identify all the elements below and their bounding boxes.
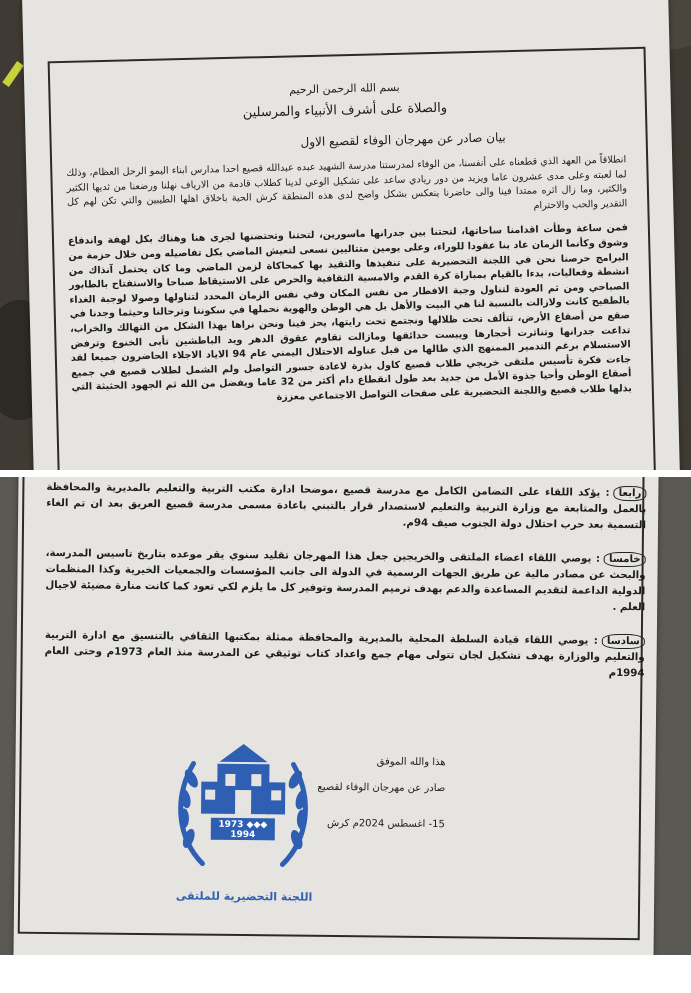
- section-text-sadis: : يوصي اللقاء قيادة السلطة المحلية بالمديرية والمحافظة ممثلة بمكتبها الثقافي بالتنسيق مع ادارة التربية والتعليم والوزارة بهدف تشكيل لجان تتولى مهام جمع واعداد كتاب توثيقي عن المدرسة منذ العام 1973م وحتى العام 1994م: [44, 629, 645, 680]
- logo-banner: 1973 ◆◆◆ 1994: [218, 819, 268, 841]
- bottom-paper: [13, 477, 658, 955]
- closing-line-1: هذا والله الموفق: [376, 756, 446, 769]
- logo-caption: اللجنة التحضيرية للملتقى: [175, 889, 313, 904]
- bottom-photo: [0, 477, 691, 955]
- section-sadis: [44, 628, 644, 682]
- section-label-sadis: سادسا: [602, 634, 645, 649]
- section-label-khamis: خامسا: [604, 552, 646, 567]
- section-khamis: [45, 546, 646, 616]
- section-rabi: [46, 480, 646, 534]
- top-content: [64, 75, 632, 420]
- paragraph-1: انطلاقاً من العهد الذي قطعناه على أنفسنا، من الوفاء لمدرستنا مدرسة الشهيد عبده عبدالله قصيع احدا مدارس ابناء اليمو الرحل العظام، وذلك لما لعبته وعلى مدى عشرون عاما ويزيد من دور ريادي ساعد على تشكيل الوعي لدينا كطلاب قادمة من الارياف نهلنا ورضعنا من ثديها الكثير والكثير، وما زال اثره ممتدا فينا والى حاضرنا ينعكس بشكل واضح لدى هذه المنطقة كرش الحية باخلاق اهلها الطيبين والتي تكن لهم كل التقدير والحب والاحترام: [66, 154, 628, 212]
- bottom-content: [44, 480, 646, 700]
- top-paper: [22, 0, 680, 470]
- photo-divider: [0, 470, 691, 477]
- top-photo: [0, 0, 691, 470]
- basmala: بسم الله الرحمن الرحيم: [288, 80, 400, 97]
- closing-date: 15- اغسطس 2024م كرش: [326, 817, 445, 831]
- section-text-khamis: : يوصي اللقاء اعضاء الملتقى والخريجين جعل هذا المهرجان تقليد سنوي يقر موعده بتاريخ تاسيس المدرسة، والبحث عن مصادر مالية عن طريق الجهات الرسمية في الدولة الى جانب المؤسسات والجمعيات الخيرية وكذا المنظمات الدولية الداعمة لتقديم المساعدة والدعم بهدف ترميم المدرسة وتوفير كل ما يلزم لكي تعود كما كانت منارة مضيئة لاجيال العلم .: [45, 547, 646, 614]
- salat-line: والصلاة على أشرف الأنبياء والمرسلين: [242, 100, 448, 121]
- statement-title: بيان صادر عن مهرجان الوفاء لقصيع الاول: [300, 130, 506, 150]
- pen-object: [2, 61, 23, 87]
- section-label-rabi: رابعا: [614, 486, 647, 501]
- bottom-margin: [0, 955, 691, 993]
- closing-line-2: صادر عن مهرجان الوفاء لقصيع: [317, 781, 446, 795]
- committee-logo: [162, 733, 324, 895]
- section-text-rabi: : يؤكد اللقاء على التضامن الكامل مع مدرسة قصيع ،موضحا ادارة مكتب التربية والتعليم بالمديرية والمحافظة بالعمل والمتابعة مع وزارة التربية والتعليم لاستصدار قرار بالتبني باعادة مسمى مدرسة قصيع العريق بعد ان تم الغاء التسمية بعد حرب احتلال دولة الجنوب صيف 94م.: [46, 481, 647, 532]
- laurel-emblem-icon: [162, 733, 324, 895]
- paragraph-2: فمن ساعة وطأت اقدامنا ساحاتها، لتحتنا بين جدرانها ماسورين، لتحتنا وتحتضنها لجرى هنا وهناك بكل لهفة واندفاع وشوق وكأنما الزمان عاد بنا عقودا للوراء، وعلى يومين متتاليين نسعى لتعيش الماضي بكل تفاصيله ومن خلال حزمة من البرامج حرصنا نحن في اللجنة التحضيرية على تنفيذها والتقيد بها كمحاكاة لزمن الماضي وما كان يحتمل آنذاك من انشطة وفعاليات، بدءا بالقيام بمباراة كرة القدم والامسية الثقافية والحرص على الاستيقاظ صباحا والاستفتاح بالطابور الصباحي ومن ثم العودة لتناول وجبة الافطار من نفس المكان وفي نفس الزمان المحدد لتناولها وصولا لوجبة الغداء بالطفيح كانت ولازالت بالنسبة لنا هي البيت والأهل بل هي الوطن والهوية نحملها في سكوننا وترحالنا وحيثما وجدنا في صقع من أصقاع الأرض، تتألف تحت ظلالها ونجتمع تحت رايتها، يحز فينا ونحن نراها بهذا الشكل من التهالك والخراب، تداعت جدرانها وتناثرت أحجارها ويبست حدائقها ومازالت تقاوم عقوق الدهر ويد الباطشين تأبى الخنوع وترفض الاستسلام برغم التدمير الممنهج الذي طالها من قبل عناوله الاحتلال اليمني عام 94 الاياد الاجلاء الحاضرون جميعا لقد جاءت فكرة تأسيس ملتقى خريجي طلاب قصيع كاول بذرة لاعادة جسور التواصل ولم الشمل لطلاب قصيع في جميع أصقاع الوطن وأحيا جذوة الأمل من جديد بعد طول انقطاع دام أكثر من 32 عاما ويفضل من الله ثم الجهود الحثيثة التي بذلها طلاب قصيع واللجنة التحضيرية على صفحات التواصل الاجتماعي معززة: [67, 222, 632, 403]
